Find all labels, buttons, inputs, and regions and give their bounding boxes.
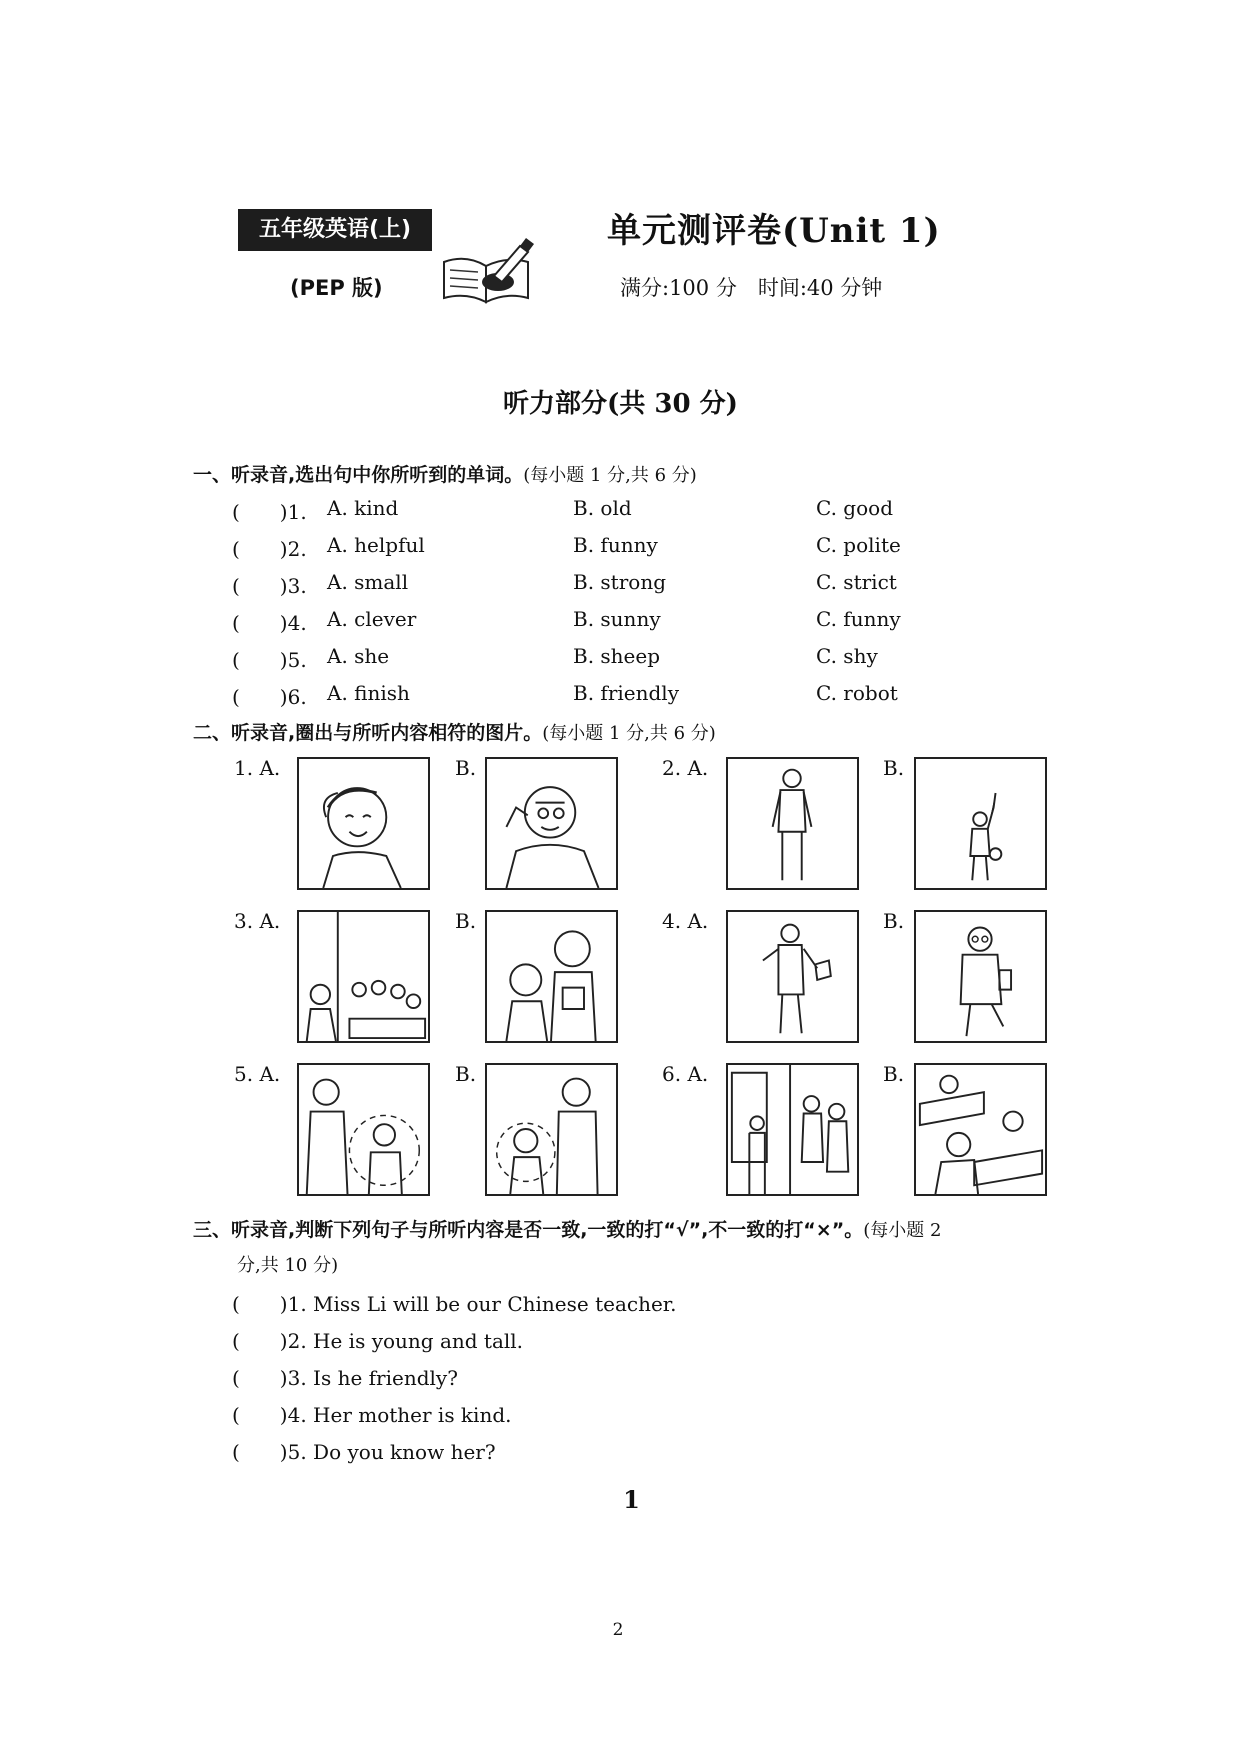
q3-item-3[interactable]: ( )3. Is he friendly? xyxy=(232,1366,458,1390)
q1-item-3-num[interactable]: ( )3. xyxy=(232,574,307,598)
q3-note: (每小题 2 xyxy=(863,1220,942,1241)
q2-picture-3a[interactable] xyxy=(297,910,430,1043)
q1-item-6-a: A. finish xyxy=(327,681,410,705)
q1-item-3-c: C. strict xyxy=(816,570,897,594)
q3-item-2[interactable]: ( )2. He is young and tall. xyxy=(232,1329,524,1353)
q2-label-2a: 2. A. xyxy=(662,756,709,780)
q2-label-2b: B. xyxy=(883,756,905,780)
q1-item-4-b: B. sunny xyxy=(573,607,661,631)
q2-picture-2b[interactable] xyxy=(914,757,1047,890)
book-pen-icon xyxy=(436,232,541,307)
q2-label-4a: 4. A. xyxy=(662,909,709,933)
q1-item-6-num[interactable]: ( )6. xyxy=(232,685,307,709)
q2-picture-6a[interactable] xyxy=(726,1063,859,1196)
q1-item-2-a: A. helpful xyxy=(327,533,425,557)
q1-heading xyxy=(193,460,697,487)
grade-badge: 五年级英语(上) xyxy=(238,209,432,251)
q2-note: (每小题 1 分,共 6 分) xyxy=(542,723,716,744)
q1-item-5-b: B. sheep xyxy=(573,644,661,668)
q2-picture-1a[interactable] xyxy=(297,757,430,890)
q1-item-3-b: B. strong xyxy=(573,570,666,594)
q2-label-5a: 5. A. xyxy=(234,1062,281,1086)
q2-picture-6b[interactable] xyxy=(914,1063,1047,1196)
q1-item-4-a: A. clever xyxy=(327,607,417,631)
q1-item-4-c: C. funny xyxy=(816,607,901,631)
q1-item-4-num[interactable]: ( )4. xyxy=(232,611,307,635)
q1-item-5-c: C. shy xyxy=(816,644,878,668)
q2-label-6a: 6. A. xyxy=(662,1062,709,1086)
q3-item-1[interactable]: ( )1. Miss Li will be our Chinese teacher. xyxy=(232,1292,677,1316)
q1-item-5-num[interactable]: ( )5. xyxy=(232,648,307,672)
q1-item-6-b: B. friendly xyxy=(573,681,679,705)
q3-note-cont: 分,共 10 分) xyxy=(237,1255,339,1276)
q1-item-1-num[interactable]: ( )1. xyxy=(232,500,307,524)
q1-item-3-a: A. small xyxy=(327,570,409,594)
q3-heading xyxy=(193,1215,1093,1242)
footer-page-index: 2 xyxy=(612,1620,624,1640)
q3-item-5[interactable]: ( )5. Do you know her? xyxy=(232,1440,496,1464)
q1-item-2-num[interactable]: ( )2. xyxy=(232,537,307,561)
section-title: 听力部分(共 30 分) xyxy=(503,389,738,419)
score-time-info: 满分:100 分 时间:40 分钟 xyxy=(620,276,883,300)
q2-label-4b: B. xyxy=(883,909,905,933)
q2-label-3a: 3. A. xyxy=(234,909,281,933)
q1-item-1-b: B. old xyxy=(573,496,632,520)
q1-item-2-c: C. polite xyxy=(816,533,901,557)
q2-label-3b: B. xyxy=(455,909,477,933)
q2-picture-4a[interactable] xyxy=(726,910,859,1043)
q2-picture-4b[interactable] xyxy=(914,910,1047,1043)
q1-item-5-a: A. she xyxy=(327,644,390,668)
q3-title: 三、听录音,判断下列句子与所听内容是否一致,一致的打“√”,不一致的打“×”。 xyxy=(193,1219,864,1241)
q2-title: 二、听录音,圈出与所听内容相符的图片。 xyxy=(193,722,543,744)
q1-item-2-b: B. funny xyxy=(573,533,658,557)
q2-label-1b: B. xyxy=(455,756,477,780)
q2-label-5b: B. xyxy=(455,1062,477,1086)
edition-label: (PEP 版) xyxy=(290,276,383,300)
q3-item-4[interactable]: ( )4. Her mother is kind. xyxy=(232,1403,512,1427)
q1-title: 一、听录音,选出句中你所听到的单词。 xyxy=(193,464,524,486)
q2-picture-1b[interactable] xyxy=(485,757,618,890)
q2-picture-3b[interactable] xyxy=(485,910,618,1043)
q2-label-6b: B. xyxy=(883,1062,905,1086)
page-number: 1 xyxy=(623,1485,640,1514)
q1-note: (每小题 1 分,共 6 分) xyxy=(523,465,697,486)
q1-item-6-c: C. robot xyxy=(816,681,898,705)
q1-item-1-c: C. good xyxy=(816,496,893,520)
q2-picture-5a[interactable] xyxy=(297,1063,430,1196)
q2-picture-5b[interactable] xyxy=(485,1063,618,1196)
page-title: 单元测评卷(Unit 1) xyxy=(607,211,941,251)
q2-label-1a: 1. A. xyxy=(234,756,281,780)
q2-picture-2a[interactable] xyxy=(726,757,859,890)
q2-heading xyxy=(193,718,716,745)
q3-heading-cont xyxy=(237,1251,338,1277)
q1-item-1-a: A. kind xyxy=(327,496,399,520)
